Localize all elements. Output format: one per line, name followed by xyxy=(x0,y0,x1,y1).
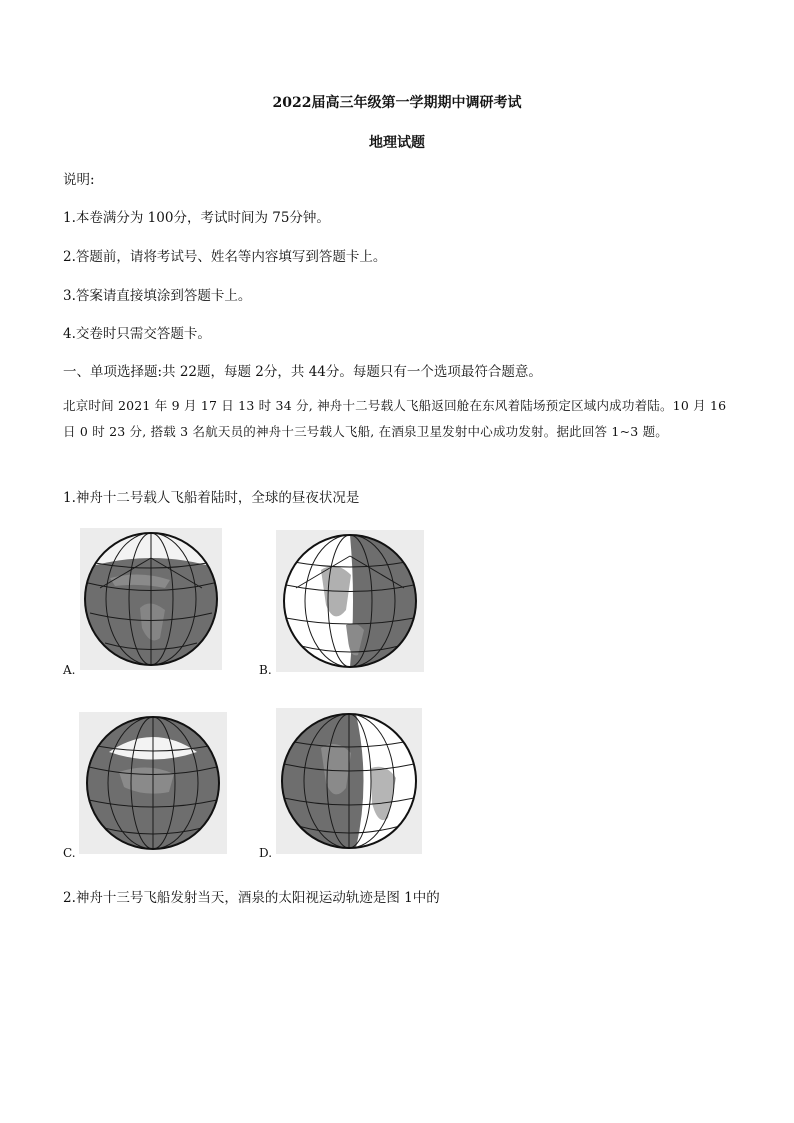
globe-c-figure xyxy=(79,712,227,854)
instruction-item-3: 3.答案请直接填涂到答题卡上。 xyxy=(63,288,252,304)
globe-option-c xyxy=(79,712,227,854)
globe-d-figure xyxy=(276,708,422,854)
option-d-label: D. xyxy=(259,846,273,860)
option-c-label: C. xyxy=(63,846,76,860)
instruction-item-4: 4.交卷时只需交答题卡。 xyxy=(63,326,211,342)
instruction-item-1: 1.本卷满分为 100分，考试时间为 75分钟。 xyxy=(63,210,330,226)
option-b-label: B. xyxy=(259,663,272,677)
option-a-label: A. xyxy=(63,663,76,677)
globe-option-d xyxy=(276,708,422,854)
subject-title: 地理试题 xyxy=(369,135,425,151)
globe-option-b xyxy=(276,530,424,672)
globe-b-figure xyxy=(276,530,424,672)
globe-option-a xyxy=(80,528,222,670)
question-1-stem: 1.神舟十二号载人飞船着陆时，全球的昼夜状况是 xyxy=(63,490,360,506)
exam-title: 2022届高三年级第一学期期中调研考试 xyxy=(272,95,522,111)
instruction-item-2: 2.答题前，请将考试号、姓名等内容填写到答题卡上。 xyxy=(63,249,387,265)
section-heading: 一、单项选择题:共 22题，每题 2分，共 44分。每题只有一个选项最符合题意。 xyxy=(63,364,542,380)
globe-a-figure xyxy=(80,528,222,670)
question-passage: 北京时间 2021 年 9 月 17 日 13 时 34 分, 神舟十二号载人飞船返回舱在东风着陆场预定区域内成功着陆。10 月 16日 0 时 23 分, 搭载 3 名航天员的神舟十三号载人飞船, 在酒泉卫星发射中心成功发射。据此回答 1~3 题。 xyxy=(63,398,727,439)
instructions-heading: 说明: xyxy=(63,172,95,188)
question-2-stem: 2.神舟十三号飞船发射当天，酒泉的太阳视运动轨迹是图 1中的 xyxy=(63,890,440,906)
